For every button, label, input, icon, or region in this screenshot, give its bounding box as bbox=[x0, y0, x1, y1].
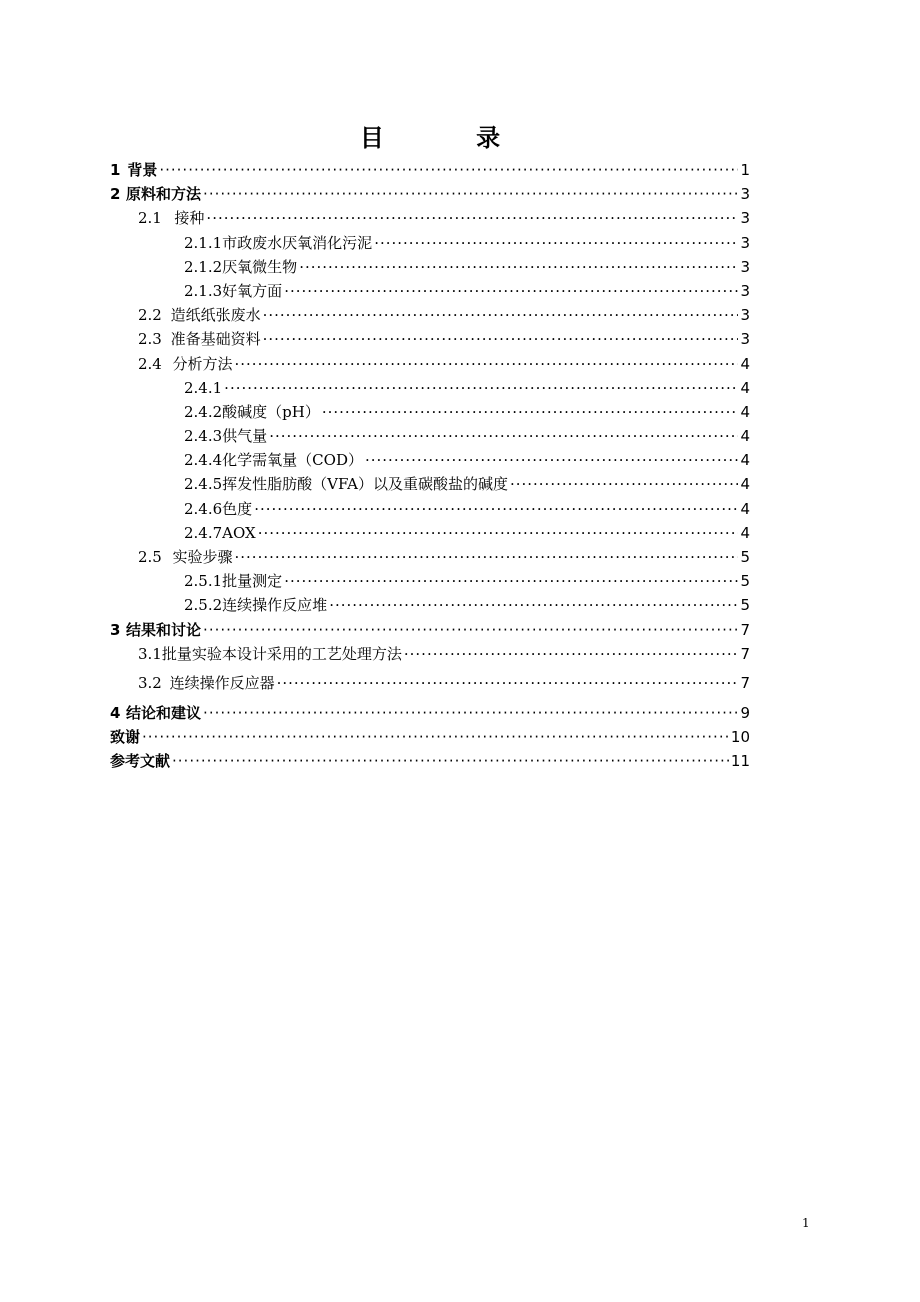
toc-entry-page: 4 bbox=[740, 427, 750, 446]
toc-entry-number: 2.5.2 bbox=[184, 596, 223, 615]
toc-entry-title: 接种 bbox=[174, 209, 205, 228]
page-number: 1 bbox=[802, 1216, 810, 1230]
toc-entry-number: 2.5 bbox=[138, 548, 162, 566]
toc-entry-number: 2.1 bbox=[138, 209, 162, 228]
toc-entry-page: 1 bbox=[740, 161, 750, 179]
toc-entry-page: 4 bbox=[740, 451, 750, 470]
toc-entry-page: 3 bbox=[740, 257, 750, 276]
toc-leader-dots bbox=[329, 593, 738, 617]
toc-leader-dots bbox=[277, 671, 738, 695]
toc-leader-dots bbox=[224, 376, 738, 400]
toc-entry-title: 酸碱度（pH） bbox=[222, 402, 320, 421]
toc-entry-number: 3.1 bbox=[138, 644, 162, 663]
toc-entry[interactable] bbox=[110, 749, 750, 773]
toc-leader-dots bbox=[258, 521, 738, 545]
toc-entry[interactable] bbox=[110, 158, 750, 182]
toc-leader-dots bbox=[365, 448, 738, 472]
toc-leader-dots bbox=[203, 701, 738, 725]
toc-entry[interactable] bbox=[110, 303, 750, 327]
toc-entry-number: 2.1.2 bbox=[184, 257, 223, 276]
toc-entry-title: 挥发性脂肪酸（VFA）以及重碳酸盐的碱度 bbox=[222, 475, 508, 494]
toc-entry[interactable] bbox=[110, 206, 750, 230]
toc-entry[interactable] bbox=[110, 671, 750, 701]
toc-entry[interactable] bbox=[110, 352, 750, 376]
toc-entry-title: 厌氧微生物 bbox=[222, 257, 298, 276]
toc-leader-dots bbox=[206, 206, 738, 230]
toc-entry-page: 3 bbox=[740, 330, 750, 349]
toc-entry[interactable] bbox=[110, 593, 750, 617]
toc-entry-title: 批量实验本设计采用的工艺处理方法 bbox=[161, 644, 402, 663]
toc-entry-page: 4 bbox=[740, 378, 750, 397]
toc-entry-number: 2.2 bbox=[138, 306, 162, 325]
toc-entry-number: 2.4.2 bbox=[184, 402, 223, 421]
toc-title: 目 录 bbox=[359, 124, 543, 152]
toc-entry-page: 3 bbox=[740, 281, 750, 300]
toc-leader-dots bbox=[510, 472, 738, 496]
toc-entry-title: 化学需氧量（COD） bbox=[222, 451, 363, 470]
toc-leader-dots bbox=[142, 725, 729, 749]
toc-entry-title: 分析方法 bbox=[172, 354, 233, 373]
toc-leader-dots bbox=[269, 424, 738, 448]
toc-entry[interactable] bbox=[110, 701, 750, 725]
toc-entry-page: 3 bbox=[740, 306, 750, 325]
toc-entry-number: 2.4.1 bbox=[184, 378, 223, 397]
toc-leader-dots bbox=[254, 497, 738, 521]
toc-entry-number: 2.4 bbox=[138, 354, 162, 373]
toc-entry-title: 参考文献 bbox=[110, 752, 171, 771]
toc-leader-dots bbox=[235, 545, 739, 569]
toc-leader-dots bbox=[203, 618, 738, 642]
toc-entry[interactable] bbox=[110, 642, 750, 672]
toc-entry[interactable] bbox=[110, 521, 750, 545]
toc-entry-title: 结果和讨论 bbox=[126, 620, 202, 639]
toc-entry-title: 批量测定 bbox=[222, 572, 283, 591]
toc-leader-dots bbox=[284, 569, 738, 593]
toc-entry[interactable] bbox=[110, 182, 750, 206]
toc-entry-title: AOX bbox=[222, 523, 256, 542]
toc-entry-title: 实验步骤 bbox=[172, 548, 233, 566]
toc-entry[interactable] bbox=[110, 545, 750, 569]
toc-entry-page: 4 bbox=[740, 499, 750, 518]
toc-entry-page: 4 bbox=[740, 523, 750, 542]
toc-entry-page: 3 bbox=[740, 185, 750, 204]
toc-entry-number: 2.1.3 bbox=[184, 281, 223, 300]
toc-entry[interactable] bbox=[110, 400, 750, 424]
toc-entry-title: 原料和方法 bbox=[126, 185, 202, 204]
toc-entry-title: 连续操作反应器 bbox=[169, 674, 275, 693]
toc-leader-dots bbox=[322, 400, 738, 424]
toc-entry-title: 好氧方面 bbox=[222, 281, 283, 300]
toc-entry-title: 市政废水厌氧消化污泥 bbox=[222, 233, 373, 252]
toc-leader-dots bbox=[263, 327, 738, 351]
toc-entry[interactable] bbox=[110, 424, 750, 448]
toc-leader-dots bbox=[299, 255, 738, 279]
toc-entry-page: 5 bbox=[740, 572, 750, 591]
toc-entry-title: 准备基础资料 bbox=[170, 330, 261, 349]
toc-entry-title: 色度 bbox=[222, 499, 253, 518]
toc-entry-title: 背景 bbox=[127, 161, 158, 179]
toc-entry-number: 2.4.6 bbox=[184, 499, 223, 518]
toc-entry[interactable] bbox=[110, 472, 750, 496]
toc-leader-dots bbox=[404, 642, 738, 666]
toc-entry-page: 7 bbox=[740, 644, 750, 663]
toc-entry-page: 11 bbox=[730, 752, 750, 771]
toc-entry-page: 4 bbox=[740, 354, 750, 373]
toc-entry-page: 10 bbox=[730, 727, 750, 746]
toc-entry-page: 3 bbox=[740, 209, 750, 228]
toc-entry-page: 7 bbox=[740, 620, 750, 639]
toc-entry-number: 2.5.1 bbox=[184, 572, 223, 591]
toc-entry-page: 5 bbox=[740, 596, 750, 615]
toc-leader-dots bbox=[203, 182, 738, 206]
toc-entry-page: 4 bbox=[740, 402, 750, 421]
toc-entry[interactable] bbox=[110, 448, 750, 472]
toc-entry[interactable] bbox=[110, 376, 750, 400]
toc-entry-page: 3 bbox=[740, 233, 750, 252]
toc-entry[interactable] bbox=[110, 618, 750, 642]
toc-entry-page: 7 bbox=[740, 674, 750, 693]
toc-leader-dots bbox=[159, 158, 738, 182]
table-of-contents bbox=[110, 158, 750, 773]
toc-entry[interactable] bbox=[110, 231, 750, 255]
toc-entry-number: 2 bbox=[110, 185, 121, 204]
toc-entry-page: 9 bbox=[740, 703, 750, 722]
toc-entry-title: 结论和建议 bbox=[126, 703, 202, 722]
toc-entry[interactable] bbox=[110, 255, 750, 279]
toc-entry-title: 致谢 bbox=[110, 727, 141, 746]
toc-entry-number: 3 bbox=[110, 620, 121, 639]
toc-entry-number: 2.4.5 bbox=[184, 475, 223, 494]
toc-entry[interactable] bbox=[110, 279, 750, 303]
toc-entry-page: 5 bbox=[740, 548, 750, 566]
toc-entry-number: 4 bbox=[110, 703, 121, 722]
toc-leader-dots bbox=[374, 231, 738, 255]
toc-entry-number: 2.3 bbox=[138, 330, 162, 349]
toc-entry-number: 2.4.3 bbox=[184, 427, 223, 446]
toc-entry[interactable] bbox=[110, 497, 750, 521]
toc-entry-title: 供气量 bbox=[222, 427, 268, 446]
toc-entry[interactable] bbox=[110, 327, 750, 351]
toc-entry-number: 1 bbox=[110, 161, 121, 179]
toc-entry[interactable] bbox=[110, 569, 750, 593]
toc-entry-title: 连续操作反应堆 bbox=[222, 596, 328, 615]
toc-entry-number: 2.4.7 bbox=[184, 523, 223, 542]
toc-leader-dots bbox=[235, 352, 739, 376]
toc-entry-number: 2.1.1 bbox=[184, 233, 223, 252]
toc-entry-page: 4 bbox=[740, 475, 750, 494]
toc-entry[interactable] bbox=[110, 725, 750, 749]
toc-leader-dots bbox=[284, 279, 738, 303]
toc-leader-dots bbox=[172, 749, 729, 773]
toc-entry-number: 2.4.4 bbox=[184, 451, 223, 470]
toc-entry-title: 造纸纸张废水 bbox=[170, 306, 261, 325]
toc-entry-number: 3.2 bbox=[138, 674, 162, 693]
toc-leader-dots bbox=[263, 303, 738, 327]
